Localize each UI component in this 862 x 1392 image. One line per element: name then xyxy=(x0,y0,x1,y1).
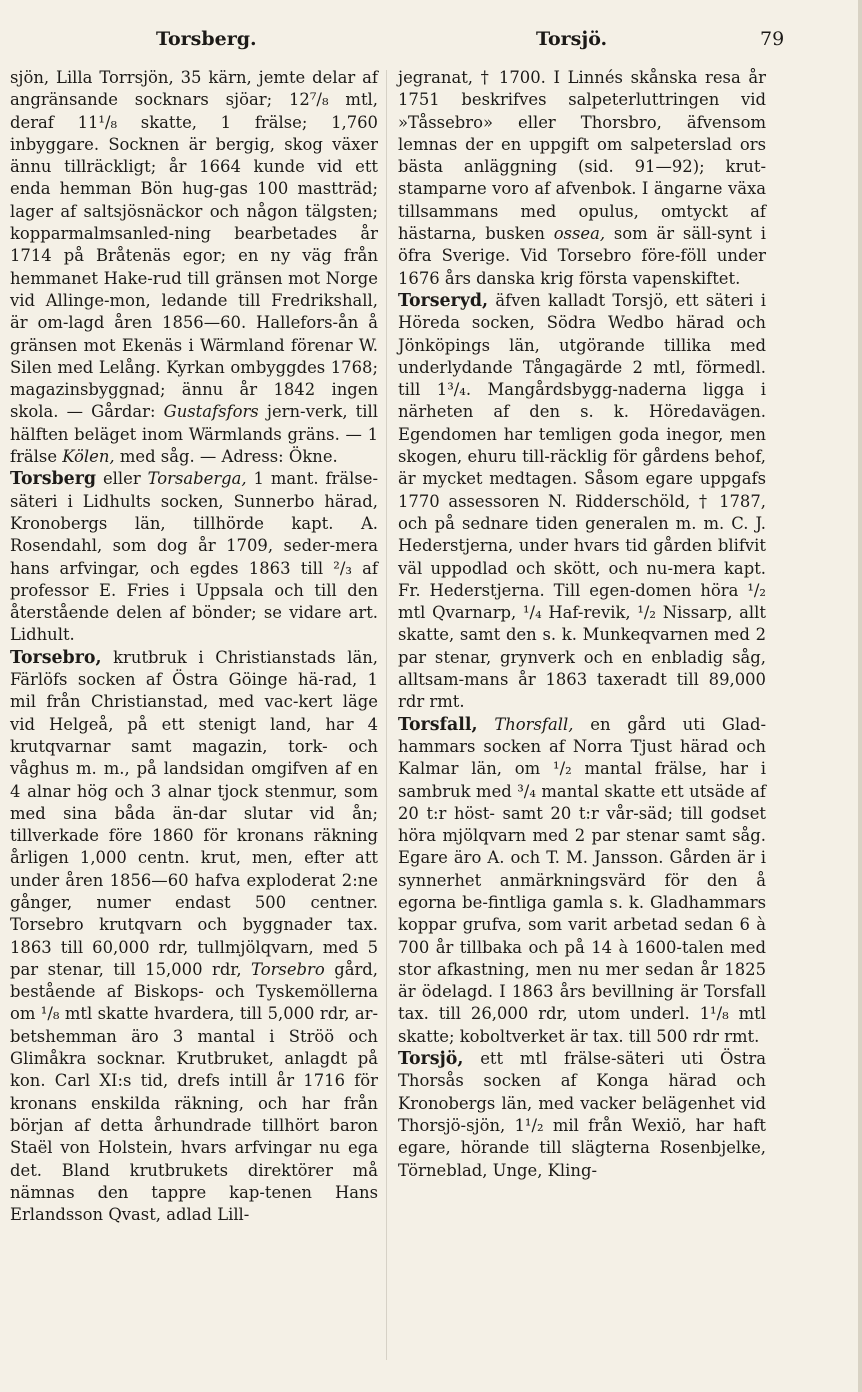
entry-torsebro xyxy=(10,647,378,1227)
torsebro-italic: Torsebro xyxy=(251,959,325,979)
continued-entry-paragraph xyxy=(10,67,378,468)
torsebro-cont-italic: ossea, xyxy=(553,224,606,244)
torsjo-body: ett mtl frälse-säteri uti Östra Thorsås socken af Konga härad och Kronobergs län, med vacker belägenhet vid Thorsjö-sjön, 1¹/₂ mil från Wexiö, har haft egare, hörande till slägterna Rosenbjelke, Törneblad, Unge, Kling- xyxy=(398,1049,766,1180)
torsfall-alt-name: Thorsfall, xyxy=(494,714,574,734)
page-edge xyxy=(858,0,862,1392)
torsberg-alt-name: Torsaberga, xyxy=(147,469,247,489)
torsberg-body: 1 mant. frälse-säteri i Lidhults socken, Sunnerbo härad, Kronobergs län, tillhörde kapt. A. Rosendahl, som dog år 1709, seder-mera hans arfvingar, och egdes 1863 till ²/₃ af professor E. Fries i Uppsala och till den återstående delen af bönder; se vidare art. Lidhult. xyxy=(10,469,379,645)
continued-torsebro-paragraph xyxy=(398,67,766,290)
torsfall-body: en gård uti Glad-hammars socken af Norra Tjust härad och Kalmar län, om ¹/₂ mantal frälse, har i sambruk med ³/₄ mantal skatte ett utsäde af 20 t:r höst- samt 20 t:r vår-säd; till godset höra mjölqvarn med 2 par stenar samt såg. Egare äro A. och T. M. Jansson. Gården är i synnerhet anmärkningsvärd för den å egorna be-fintliga gamla s. k. Gladhammars koppar grufva, som varit arbetad sedan 6 à 700 år tillbaka och på 14 à 1600-talen med stor afkastning, men nu mer sedan år 1825 är ödelagd. I 1863 års bevillning är Torsfall tax. till 26,000 rdr, utom underl. 1¹/₈ mtl skatte; koboltverket är tax. till 500 rdr rmt. xyxy=(398,714,766,1046)
torsebro-cont-b: som är säll-synt i öfra Sverige. Vid Torsebro före-föll under 1676 års danska krig första vapenskiftet. xyxy=(398,224,766,288)
entry-torsfall xyxy=(398,714,766,1048)
continued-text-c: med såg. — Adress: Ökne. xyxy=(114,447,338,467)
left-column xyxy=(10,67,378,1226)
continued-text-b: jern-verk, till hälften beläget inom Wärmlands gräns. — 1 frälse xyxy=(10,402,378,467)
headword-torsberg: Torsberg xyxy=(10,469,97,490)
right-column xyxy=(398,67,766,1182)
header-right-keyword: Torsjö. xyxy=(536,28,608,50)
torsebro-body-a: krutbruk i Christianstads län, Färlöfs socken af Östra Göinge hä-rad, 1 mil från Christianstad, med vac-kert läge vid Helgeå, på ett stenigt land, har 4 krutqvarnar samt magazin, tork- och våghus m. m., på landsidan omgifven af en 4 alnar hög och 3 alnar tjock stenmur, som med sina båda än-dar slutar vid ån; tillverkade före 1860 för kronans räkning årligen 1,000 centn. krut, men, efter att under åren 1856—60 hafva exploderat 2:ne gånger, numer endast 500 centner. Torsebro krutqvarn och byggnader tax. 1863 till 60,000 rdr, tullmjölqvarn, med 5 par stenar, till 15,000 rdr, xyxy=(10,647,378,979)
continued-italic-a: Gustafsfors xyxy=(163,402,259,422)
torsberg-lead: eller xyxy=(96,469,148,489)
entry-torsjo xyxy=(398,1048,766,1182)
headword-torsebro: Torsebro, xyxy=(10,647,102,668)
torseryd-body: äfven kalladt Torsjö, ett säteri i Höreda socken, Södra Wedbo härad och Jönköpings län, utgörande tillika med underlydande Tångagärde 2 mtl, förmedl. till 1³/₄. Mangårdsbygg-naderna ligga i närheten af den s. k. Höredavägen. Egendomen har temligen goda inegor, men skogen, ehuru till-räcklig för gårdens behof, är mycket medtagen. Såsom egare uppgafs 1770 assessoren N. Ridderschöld, † 1787, och på sednare tiden generalen m. m. C. J. Hederstjerna, under hvars tid gården blifvit väl uppodlad och skött, och nu-mera kapt. Fr. Hederstjerna. Till egen-domen höra ¹/₂ mtl Qvarnarp, ¹/₄ Haf-revik, ¹/₂ Nissarp, allt skatte, samt den s. k. Munkeqvarnen med 2 par stenar, grynverk och en enbladig såg, alltsam-mans år 1863 taxeradt till 89,000 rdr rmt. xyxy=(398,290,766,712)
running-header xyxy=(0,28,862,56)
headword-torsfall: Torsfall, xyxy=(398,714,478,735)
header-left-keyword: Torsberg. xyxy=(156,28,257,50)
headword-torseryd: Torseryd, xyxy=(398,290,489,311)
continued-italic-b: Kölen, xyxy=(62,447,115,467)
entry-torsberg xyxy=(10,468,378,646)
column-divider xyxy=(386,70,387,1360)
page-number: 79 xyxy=(760,28,785,50)
headword-torsjo: Torsjö, xyxy=(398,1049,464,1070)
torsebro-body-b: gård, bestående af Biskops- och Tyskemöllerna om ¹/₈ mtl skatte hvardera, till 5,000 rdr, ar-betshemman äro 3 mantal i Ströö och Glimåkra socknar. Krutbruket, anlagdt på kon. Carl XI:s tid, drefs intill år 1716 för kronans enskilda räkning, och har från början af detta århundrade tillhört baron Staël von Holstein, hvars arfvingar nu ega det. Bland krutbrukets direktörer må nämnas den tappre kap-tenen Hans Erlandsson Qvast, adlad Lill- xyxy=(10,959,379,1225)
continued-text-a: sjön, Lilla Torrsjön, 35 kärn, jemte delar af angränsande socknars sjöar; 12⁷/₈ mtl, deraf 11¹/₈ skatte, 1 frälse; 1,760 inbyggare. Socknen är bergig, skog växer ännu tillräckligt; år 1664 kunde vid ett enda hemman Bön hug-gas 100 mastträd; lager af saltsjösnäckor och någon tälgsten; kopparmalmsanled-ning bearbetades år 1714 på Bråtenäs egor; en ny väg från hemmanet Hake-rud till gränsen mot Norge vid Allinge-mon, ledande till Fredrikshall, är om-lagd åren 1856—60. Hallefors-ån å gränsen mot Ekenäs i Wärmland förenar W. Silen med Lelång. Kyrkan ombyggdes 1768; magazinsbyggnad; ännu år 1842 ingen skola. — Gårdar: xyxy=(10,68,378,422)
entry-torseryd xyxy=(398,290,766,714)
torsebro-cont-a: jegranat, † 1700. I Linnés skånska resa år 1751 beskrifves salpeterluttringen vid »Tåssebro» eller Thorsbro, äfvensom lemnas der en uppgift om salpeterslad ors bästa anläggning (sid. 91—92); krut-stamparne voro af afvenbok. I ängarne växa tillsammans med opulus, omtyckt af hästarna, busken xyxy=(398,68,766,244)
